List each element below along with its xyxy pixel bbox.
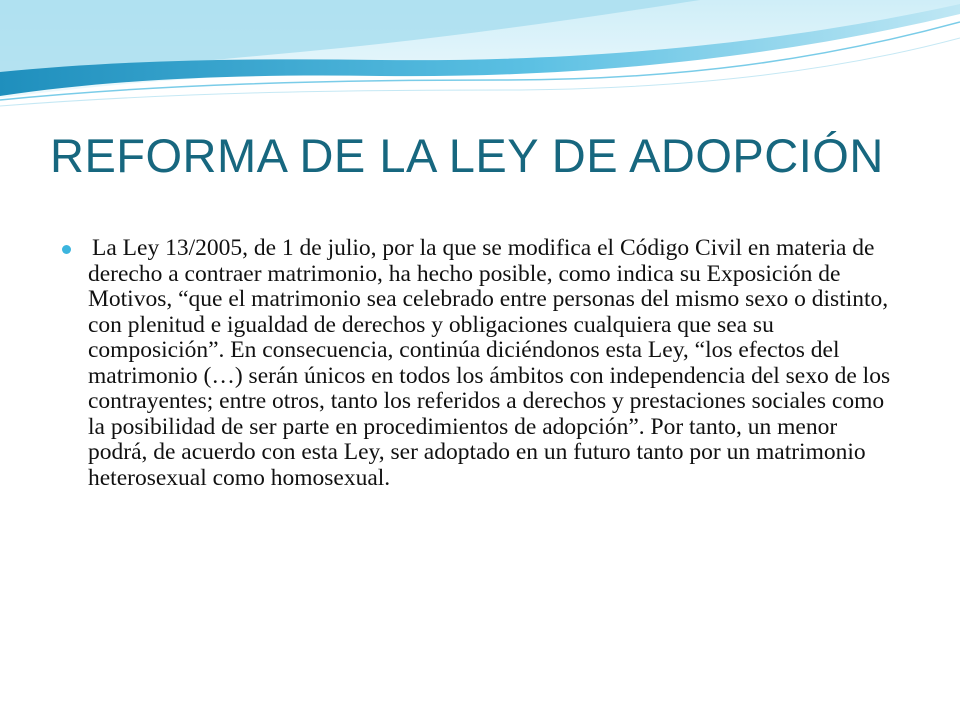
bullet-dot-icon bbox=[62, 245, 71, 254]
slide-title: REFORMA DE LA LEY DE ADOPCIÓN bbox=[50, 129, 884, 182]
header-wave-decoration bbox=[0, 0, 960, 130]
bullet-item bbox=[62, 236, 902, 491]
slide-content bbox=[62, 236, 902, 491]
bullet-text: La Ley 13/2005, de 1 de julio, por la que se modifica el Código Civil en materia de derecho a contraer matrimonio, ha hecho posible, como indica su Exposición de Motivos, “que el matrimonio sea celebrado entre personas del mismo sexo o distinto, con plenitud e igualdad de derechos y obligaciones cualquiera que sea su composición”. En consecuencia, continúa diciéndonos esta Ley, “los efectos del matrimonio (…) serán únicos en todos los ámbitos con independencia del sexo de los contrayentes; entre otros, tanto los referidos a derechos y prestaciones sociales como la posibilidad de ser parte en procedimientos de adopción”. Por tanto, un menor podrá, de acuerdo con esta Ley, ser adoptado en un futuro tanto por un matrimonio heterosexual como homosexual. bbox=[88, 235, 891, 491]
